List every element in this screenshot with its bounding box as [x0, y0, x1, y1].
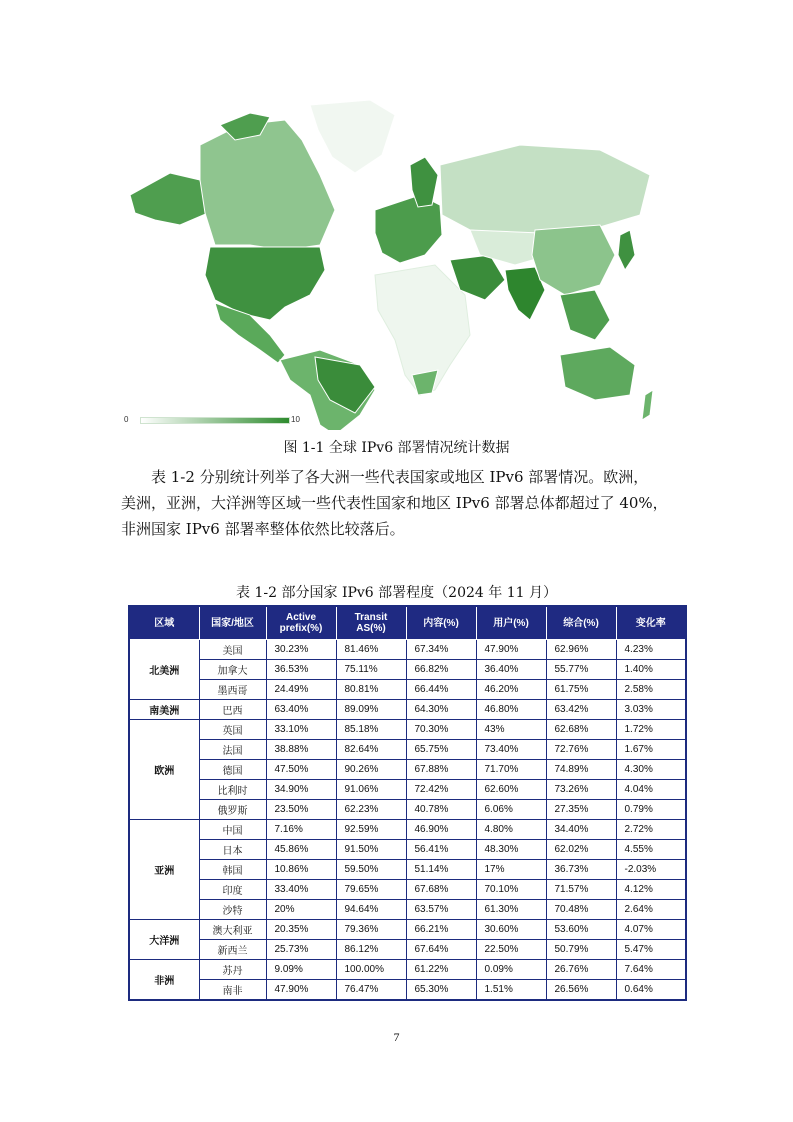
change-cell: 7.64%: [616, 960, 686, 980]
map-russia: [440, 145, 650, 235]
transit-cell: 91.06%: [336, 780, 406, 800]
users-cell: 62.60%: [476, 780, 546, 800]
overall-cell: 26.76%: [546, 960, 616, 980]
users-cell: 1.51%: [476, 980, 546, 1001]
legend-min-label: 0: [124, 415, 129, 424]
table-row: [129, 900, 686, 920]
change-cell: 0.79%: [616, 800, 686, 820]
body-paragraph: [121, 464, 681, 542]
legend-gradient-bar: [140, 417, 290, 424]
content-cell: 51.14%: [406, 860, 476, 880]
country-cell: 印度: [199, 880, 266, 900]
change-cell: -2.03%: [616, 860, 686, 880]
table-row: [129, 960, 686, 980]
map-south-africa: [412, 370, 438, 395]
country-cell: 英国: [199, 720, 266, 740]
transit-cell: 76.47%: [336, 980, 406, 1001]
header-transit-as: [336, 606, 406, 640]
change-cell: 0.64%: [616, 980, 686, 1001]
ipv6-deployment-table: [128, 605, 687, 1001]
change-cell: 4.07%: [616, 920, 686, 940]
content-cell: 40.78%: [406, 800, 476, 820]
country-cell: 墨西哥: [199, 680, 266, 700]
transit-cell: 89.09%: [336, 700, 406, 720]
map-china: [532, 225, 615, 295]
country-cell: 德国: [199, 760, 266, 780]
country-cell: 中国: [199, 820, 266, 840]
map-alaska: [130, 173, 208, 225]
transit-cell: 80.81%: [336, 680, 406, 700]
country-cell: 南非: [199, 980, 266, 1001]
paragraph-line-3: 非洲国家 IPv6 部署率整体依然比较落后。: [121, 520, 405, 538]
active-cell: 33.40%: [266, 880, 336, 900]
table-row: [129, 760, 686, 780]
content-cell: 67.88%: [406, 760, 476, 780]
table-row: [129, 740, 686, 760]
country-cell: 苏丹: [199, 960, 266, 980]
paragraph-line-2: 美洲，亚洲，大洋洲等区域一些代表性国家和地区 IPv6 部署总体都超过了 40%，: [121, 494, 668, 512]
map-canada: [200, 120, 335, 250]
transit-cell: 100.00%: [336, 960, 406, 980]
users-cell: 73.40%: [476, 740, 546, 760]
content-cell: 66.21%: [406, 920, 476, 940]
overall-cell: 62.68%: [546, 720, 616, 740]
content-cell: 67.34%: [406, 640, 476, 660]
page-number: 7: [393, 1030, 400, 1044]
active-cell: 47.50%: [266, 760, 336, 780]
overall-cell: 62.96%: [546, 640, 616, 660]
active-cell: 10.86%: [266, 860, 336, 880]
content-cell: 70.30%: [406, 720, 476, 740]
change-cell: 4.55%: [616, 840, 686, 860]
active-cell: 38.88%: [266, 740, 336, 760]
map-japan: [618, 230, 635, 270]
table-row: [129, 820, 686, 840]
users-cell: 22.50%: [476, 940, 546, 960]
active-cell: 9.09%: [266, 960, 336, 980]
region-cell: 欧洲: [129, 720, 199, 820]
table-row: [129, 640, 686, 660]
content-cell: 65.30%: [406, 980, 476, 1001]
active-cell: 23.50%: [266, 800, 336, 820]
active-cell: 24.49%: [266, 680, 336, 700]
header-overall: 综合(%): [546, 606, 616, 640]
country-cell: 新西兰: [199, 940, 266, 960]
header-transit-line1: Transit: [354, 612, 388, 623]
change-cell: 4.12%: [616, 880, 686, 900]
transit-cell: 86.12%: [336, 940, 406, 960]
active-cell: 20.35%: [266, 920, 336, 940]
header-users: 用户(%): [476, 606, 546, 640]
header-change: 变化率: [616, 606, 686, 640]
change-cell: 1.40%: [616, 660, 686, 680]
change-cell: 3.03%: [616, 700, 686, 720]
content-cell: 67.64%: [406, 940, 476, 960]
overall-cell: 70.48%: [546, 900, 616, 920]
table-row: [129, 880, 686, 900]
overall-cell: 50.79%: [546, 940, 616, 960]
users-cell: 6.06%: [476, 800, 546, 820]
active-cell: 7.16%: [266, 820, 336, 840]
transit-cell: 79.65%: [336, 880, 406, 900]
users-cell: 43%: [476, 720, 546, 740]
transit-cell: 81.46%: [336, 640, 406, 660]
map-australia: [560, 347, 635, 400]
table-row: [129, 920, 686, 940]
map-new-zealand: [642, 390, 653, 420]
overall-cell: 34.40%: [546, 820, 616, 840]
country-cell: 美国: [199, 640, 266, 660]
overall-cell: 71.57%: [546, 880, 616, 900]
active-cell: 30.23%: [266, 640, 336, 660]
region-cell: 南美洲: [129, 700, 199, 720]
country-cell: 澳大利亚: [199, 920, 266, 940]
table-body: [129, 640, 686, 1001]
header-active-prefix: [266, 606, 336, 640]
country-cell: 沙特: [199, 900, 266, 920]
overall-cell: 53.60%: [546, 920, 616, 940]
table-row: [129, 720, 686, 740]
content-cell: 67.68%: [406, 880, 476, 900]
active-cell: 63.40%: [266, 700, 336, 720]
overall-cell: 61.75%: [546, 680, 616, 700]
users-cell: 46.80%: [476, 700, 546, 720]
content-cell: 61.22%: [406, 960, 476, 980]
figure-caption: 图 1-1 全球 IPv6 部署情况统计数据: [283, 440, 510, 456]
users-cell: 0.09%: [476, 960, 546, 980]
header-active-prefix-line2: prefix(%): [279, 623, 323, 634]
change-cell: 1.67%: [616, 740, 686, 760]
country-cell: 比利时: [199, 780, 266, 800]
region-cell: 非洲: [129, 960, 199, 1001]
table-row: [129, 800, 686, 820]
content-cell: 66.82%: [406, 660, 476, 680]
transit-cell: 91.50%: [336, 840, 406, 860]
active-cell: 47.90%: [266, 980, 336, 1001]
users-cell: 30.60%: [476, 920, 546, 940]
users-cell: 70.10%: [476, 880, 546, 900]
change-cell: 2.64%: [616, 900, 686, 920]
table-row: [129, 980, 686, 1001]
transit-cell: 94.64%: [336, 900, 406, 920]
transit-cell: 62.23%: [336, 800, 406, 820]
content-cell: 46.90%: [406, 820, 476, 840]
change-cell: 2.58%: [616, 680, 686, 700]
ipv6-table-wrap: [128, 605, 685, 1001]
overall-cell: 62.02%: [546, 840, 616, 860]
transit-cell: 90.26%: [336, 760, 406, 780]
active-cell: 20%: [266, 900, 336, 920]
transit-cell: 59.50%: [336, 860, 406, 880]
content-cell: 63.57%: [406, 900, 476, 920]
transit-cell: 82.64%: [336, 740, 406, 760]
region-cell: 亚洲: [129, 820, 199, 920]
country-cell: 俄罗斯: [199, 800, 266, 820]
active-cell: 34.90%: [266, 780, 336, 800]
overall-cell: 26.56%: [546, 980, 616, 1001]
table-row: [129, 780, 686, 800]
users-cell: 46.20%: [476, 680, 546, 700]
content-cell: 72.42%: [406, 780, 476, 800]
header-active-prefix-line1: Active: [285, 612, 316, 623]
users-cell: 71.70%: [476, 760, 546, 780]
overall-cell: 73.26%: [546, 780, 616, 800]
users-cell: 48.30%: [476, 840, 546, 860]
change-cell: 4.30%: [616, 760, 686, 780]
world-map-svg: [120, 95, 675, 430]
active-cell: 33.10%: [266, 720, 336, 740]
header-region: 区域: [129, 606, 199, 640]
change-cell: 1.72%: [616, 720, 686, 740]
header-transit-line2: AS(%): [356, 623, 386, 634]
legend-max-label: 10: [291, 415, 300, 424]
overall-cell: 36.73%: [546, 860, 616, 880]
table-row: [129, 700, 686, 720]
transit-cell: 92.59%: [336, 820, 406, 840]
users-cell: 36.40%: [476, 660, 546, 680]
transit-cell: 75.11%: [336, 660, 406, 680]
table-row: [129, 680, 686, 700]
table-caption: 表 1-2 部分国家 IPv6 部署程度（2024 年 11 月）: [236, 585, 557, 601]
country-cell: 巴西: [199, 700, 266, 720]
content-cell: 66.44%: [406, 680, 476, 700]
active-cell: 25.73%: [266, 940, 336, 960]
active-cell: 36.53%: [266, 660, 336, 680]
content-cell: 64.30%: [406, 700, 476, 720]
users-cell: 47.90%: [476, 640, 546, 660]
country-cell: 韩国: [199, 860, 266, 880]
change-cell: 2.72%: [616, 820, 686, 840]
overall-cell: 55.77%: [546, 660, 616, 680]
transit-cell: 79.36%: [336, 920, 406, 940]
country-cell: 加拿大: [199, 660, 266, 680]
users-cell: 4.80%: [476, 820, 546, 840]
change-cell: 4.23%: [616, 640, 686, 660]
country-cell: 法国: [199, 740, 266, 760]
overall-cell: 74.89%: [546, 760, 616, 780]
active-cell: 45.86%: [266, 840, 336, 860]
change-cell: 4.04%: [616, 780, 686, 800]
country-cell: 日本: [199, 840, 266, 860]
table-header-row: [129, 606, 686, 640]
users-cell: 17%: [476, 860, 546, 880]
table-row: [129, 940, 686, 960]
overall-cell: 27.35%: [546, 800, 616, 820]
content-cell: 65.75%: [406, 740, 476, 760]
change-cell: 5.47%: [616, 940, 686, 960]
region-cell: 北美洲: [129, 640, 199, 700]
header-country: 国家/地区: [199, 606, 266, 640]
table-row: [129, 660, 686, 680]
map-greenland: [310, 100, 395, 173]
map-se-asia: [560, 290, 610, 340]
paragraph-line-1: 表 1-2 分别统计列举了各大洲一些代表国家或地区 IPv6 部署情况。欧洲，: [151, 468, 649, 486]
region-cell: 大洋洲: [129, 920, 199, 960]
table-row: [129, 840, 686, 860]
table-row: [129, 860, 686, 880]
transit-cell: 85.18%: [336, 720, 406, 740]
world-map: [120, 95, 675, 430]
users-cell: 61.30%: [476, 900, 546, 920]
content-cell: 56.41%: [406, 840, 476, 860]
header-content: 内容(%): [406, 606, 476, 640]
overall-cell: 63.42%: [546, 700, 616, 720]
overall-cell: 72.76%: [546, 740, 616, 760]
